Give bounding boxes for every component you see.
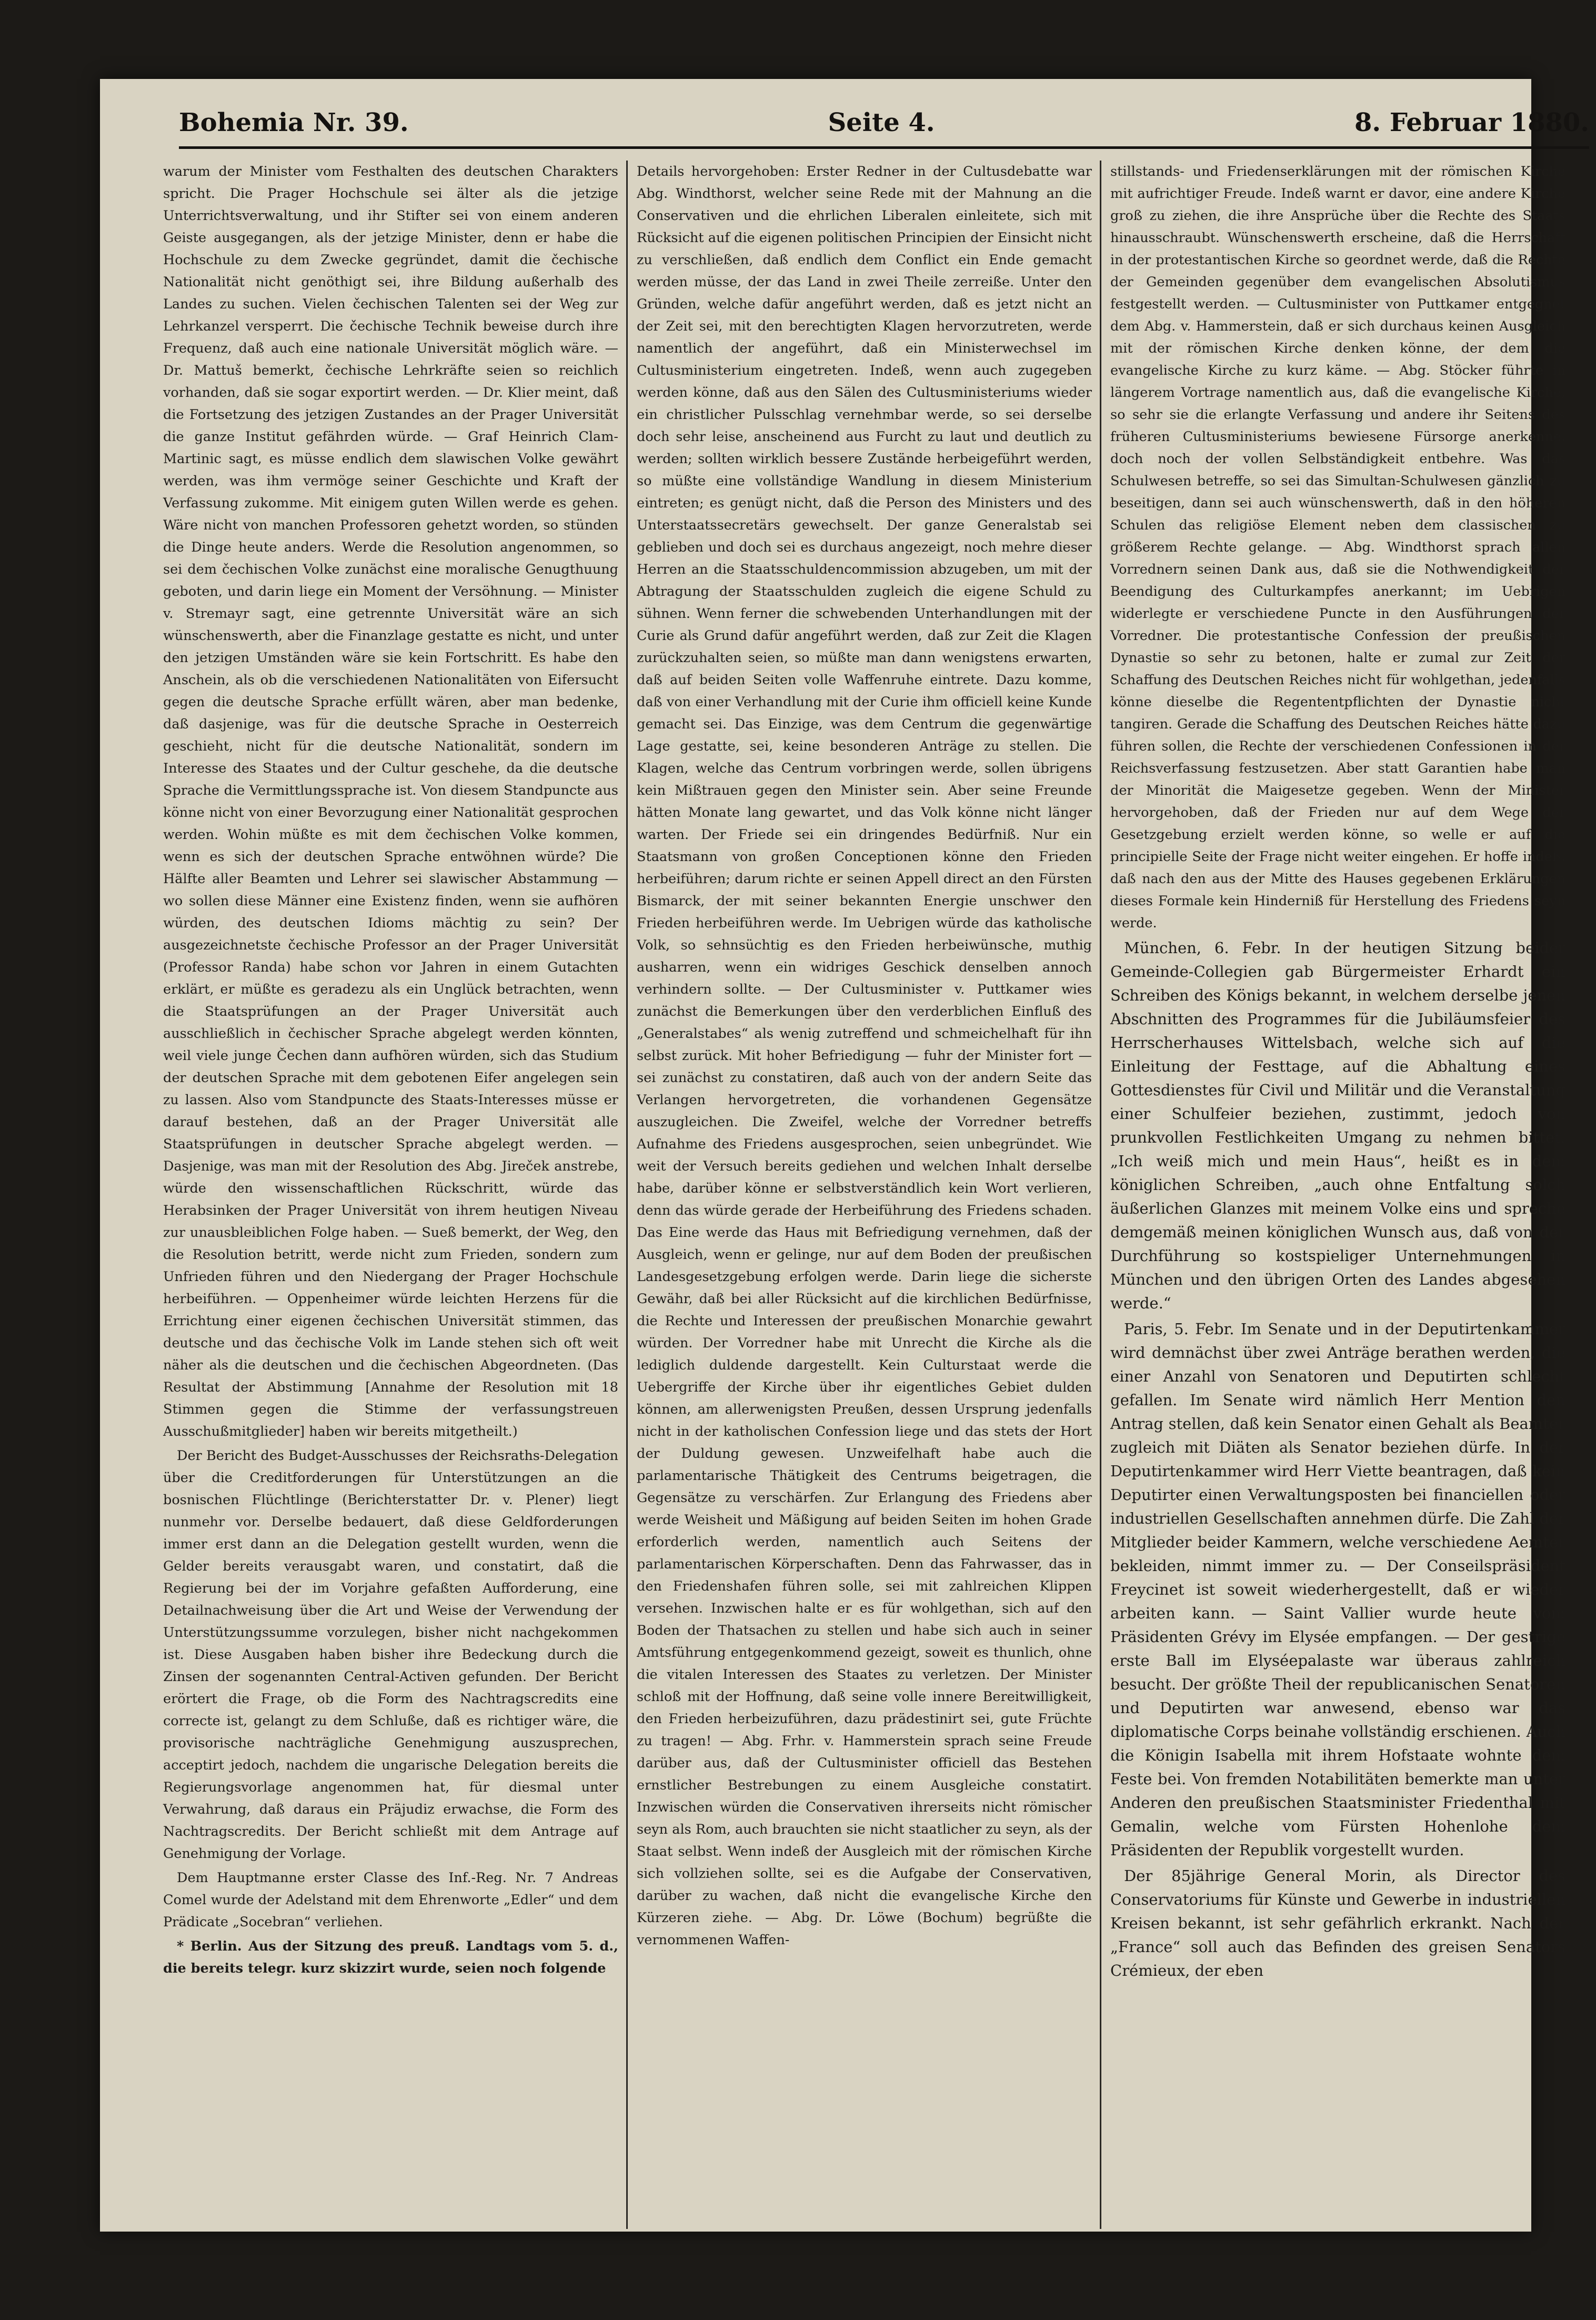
column-3 (1110, 161, 1565, 2229)
column-divider (1100, 161, 1101, 2229)
article-paragraph: Details hervorgehoben: Erster Redner in der Cultusdebatte war Abg. Windthorst, welcher seine Rede mit der Mahnung an die Conservativen und die ehrlichen Liberalen einleitete, sich mit Rücksicht auf die eigenen politischen Principien der Einsicht nicht zu verschließen, daß endlich dem Conflict ein Ende gemacht werden müsse, der das Land in zwei Theile zerreiße. Unter den Gründen, welche dafür angeführt werden, daß es jetzt nicht an der Zeit sei, mit den berechtigten Klagen hervorzutreten, werde namentlich der angeführt, daß ein Ministerwechsel im Cultusministerium eingetreten. Indeß, wenn auch zugegeben werden könne, daß aus den Sälen des Cultusministeriums wieder ein christlicher Pulsschlag vernehmbar werde, so sei derselbe doch sehr leise, anscheinend aus Furcht zu laut und deutlich zu werden; sollten wirklich bessere Zustände herbeigeführt werden, so müßte eine vollständige Wandlung in diesem Ministerium eintreten; es genügt nicht, daß die Person des Ministers und des Unterstaatssecretärs gewechselt. Der ganze Generalstab sei geblieben und doch sei es durchaus angezeigt, noch mehre dieser Herren an die Staatsschuldencommission abzugeben, um mit der Abtragung der Staatsschulden zugleich die eigene Schuld zu sühnen. Wenn ferner die schwebenden Unterhandlungen mit der Curie als Grund dafür angeführt werden, daß zur Zeit die Klagen zurückzuhalten seien, so müßte man dann wenigstens erwarten, daß auf beiden Seiten volle Waffenruhe eintrete. Dazu komme, daß von einer Verhandlung mit der Curie ihm officiell keine Kunde gemacht sei. Das Einzige, was dem Centrum die gegenwärtige Lage gestatte, sei, keine besonderen Anträge zu stellen. Die Klagen, welche das Centrum vorbringen werde, sollen übrigens kein Mißtrauen gegen den Minister sein. Aber seine Freunde hätten Monate lang gewartet, und das Volk könne nicht länger warten. Der Friede sei ein dringendes Bedürfniß. Nur ein Staatsmann von großen Conceptionen könne den Frieden herbeiführen; darum richte er seinen Appell direct an den Fürsten Bismarck, der mit seiner bekannten Energie unschwer den Frieden herbeiführen werde. Im Uebrigen würde das katholische Volk, so sehnsüchtig es den Frieden herbeiwünsche, muthig ausharren, wenn ein widriges Geschick denselben annoch verhindern sollte. — Der Cultusminister v. Puttkamer wies zunächst die Bemerkungen über den verderblichen Einfluß des „Generalstabes“ als wenig zutreffend und schmeichelhaft für ihn selbst zurück. Mit hoher Befriedigung — fuhr der Minister fort — sei zunächst zu constatiren, daß auch von der andern Seite das Verlangen hervorgetreten, die vorhandenen Gegensätze auszugleichen. Die Zweifel, welche der Vorredner betreffs Aufnahme des Friedens ausgesprochen, seien unbegründet. Wie weit der Versuch bereits gediehen und welchen Inhalt derselbe habe, darüber könne er selbstverständlich kein Wort verlieren, denn das würde gerade der Herbeiführung des Friedens schaden. Das Eine werde das Haus mit Befriedigung vernehmen, daß der Ausgleich, wenn er gelinge, nur auf dem Boden der preußischen Landesgesetzgebung erfolgen werde. Darin liege die sicherste Gewähr, daß bei aller Rücksicht auf die kirchlichen Bedürfnisse, die Rechte und Interessen der preußischen Monarchie gewahrt würden. Der Vorredner habe mit Unrecht die Kirche als die lediglich duldende dargestellt. Kein Culturstaat werde die Uebergriffe der Kirche über ihr eigentliches Gebiet dulden können, am allerwenigsten Preußen, dessen Ursprung jedenfalls nicht in der katholischen Confession liege und das stets der Hort der Duldung gewesen. Unzweifelhaft habe auch die parlamentarische Thätigkeit des Centrums beigetragen, die Gegensätze zu verschärfen. Zur Erlangung des Friedens aber werde Weisheit und Mäßigung auf beiden Seiten im hohen Grade erforderlich werden, namentlich auch Seitens der parlamentarischen Körperschaften. Denn das Fahrwasser, das in den Friedenshafen führen solle, sei mit zahlreichen Klippen versehen. Inzwischen halte er es für wohlgethan, sich auf den Boden der Thatsachen zu stellen und habe sich auch in seiner Amtsführung entgegenkommend gezeigt, soweit es thunlich, ohne die vitalen Interessen des Staates zu verletzen. Der Minister schloß mit der Hoffnung, daß seine volle innere Bereitwilligkeit, den Frieden herbeizuführen, dazu prädestinirt sei, gute Früchte zu tragen! — Abg. Frhr. v. Hammerstein sprach seine Freude darüber aus, daß der Cultusminister officiell das Bestehen ernstlicher Bestrebungen zu einem Ausgleiche constatirt. Inzwischen würden die Conservativen ihrerseits nicht römischer seyn als Rom, auch brauchten sie nicht staatlicher zu seyn, als der Staat selbst. Wenn indeß der Ausgleich mit der römischen Kirche sich vollziehen sollte, sei es die Aufgabe der Conservativen, darüber zu wachen, daß nicht die evangelische Kirche den Kürzeren ziehe. — Abg. Dr. Löwe (Bochum) begrüßte die vernommenen Waffen- (637, 164, 1092, 1948)
article-paragraph: Dem Hauptmanne erster Classe des Inf.-Reg. Nr. 7 Andreas Comel wurde der Adelstand mit dem Ehrenworte „Edler“ und dem Prädicate „Socebran“ verliehen. (163, 1870, 618, 1930)
article-paragraph: München, 6. Febr. In der heutigen Sitzung beider Gemeinde-Collegien gab Bürgermeister Erhardt ein Schreiben des Königs bekannt, in welchem derselbe jenen Abschnitten des Programmes für die Jubiläumsfeier des Herrscherhauses Wittelsbach, welche sich auf die Einleitung der Festtage, auf die Abhaltung eines Gottesdienstes für Civil und Militär und die Veranstaltung einer Schulfeier beziehen, zustimmt, jedoch von prunkvollen Festlichkeiten Umgang zu nehmen bittet. „Ich weiß mich und mein Haus“, heißt es in dem königlichen Schreiben, „auch ohne Entfaltung solch äußerlichen Glanzes mit meinem Volke eins und spreche demgemäß meinen königlichen Wunsch aus, daß von der Durchführung so kostspieliger Unternehmungen in München und den übrigen Orten des Landes abgesehen werde.“ (1110, 939, 1565, 1312)
page-number: Seite 4. (828, 108, 935, 137)
article-paragraph: stillstands- und Friedenserklärungen mit der römischen Kirche mit aufrichtiger Freude. Indeß warnt er davor, eine andere Kirche groß zu ziehen, die ihre Ansprüche über die Rechte des Staats hinausschraubt. Wünschenswerth erscheine, daß die Herrschaft in der protestantischen Kirche so geordnet werde, daß die Rechte der Gemeinden gegenüber dem evangelischen Absolutismus festgestellt werden. — Cultusminister von Puttkamer entgegnet dem Abg. v. Hammerstein, daß er sich durchaus keinen Ausgleich mit der römischen Kirche denken könne, der dem die evangelische Kirche zu kurz käme. — Abg. Stöcker führte in längerem Vortrage namentlich aus, daß die evangelische Kirche, so sehr sie die erlangte Verfassung und andere ihr Seitens des früheren Cultusministeriums bewiesene Fürsorge anerkenne, doch noch der vollen Selbständigkeit entbehre. Was das Schulwesen betreffe, so sei das Simultan-Schulwesen gänzlich zu beseitigen, dann sei auch wünschenswerth, daß in den höheren Schulen das religiöse Element neben dem classischen zu größerem Rechte gelange. — Abg. Windthorst sprach allen Vorrednern seinen Dank aus, daß sie die Nothwendigkeit der Beendigung des Culturkampfes anerkannt; im Uebrigen widerlegte er verschiedene Puncte in den Ausführungen der Vorredner. Die protestantische Confession der preußischen Dynastie so sehr zu betonen, halte er zumal zur Zeit der Schaffung des Deutschen Reiches nicht für wohlgethan, jedenfalls könne dieselbe die Regententpflichten der Dynastie nicht tangiren. Gerade die Schaffung des Deutschen Reiches hätte dazu führen sollen, die Rechte der verschiedenen Confessionen in der Reichsverfassung festzusetzen. Aber statt Garantien habe man der Minorität die Maigesetze gegeben. Wenn der Minister hervorgehoben, daß der Frieden nur auf dem Wege der Gesetzgebung erzielt werden könne, so welle er auf die principielle Seite der Frage nicht weiter eingehen. Er hoffe indeß, daß nach den aus der Mitte des Hauses gegebenen Erklärungen dieses Formale kein Hinderniß für Herstellung des Friedens seyn werde. (1110, 164, 1565, 931)
article-paragraph: warum der Minister vom Festhalten des deutschen Charakters spricht. Die Prager Hochschule sei älter als die jetzige Unterrichtsverwaltung, und ihr Stifter sei von einem anderen Geiste ausgegangen, als der jetzige Minister, denn er habe die Hochschule zu dem Zwecke gegründet, damit die čechische Nationalität nicht genöthigt sei, ihre Bildung außerhalb des Landes zu suchen. Vielen čechischen Talenten sei der Weg zur Lehrkanzel versperrt. Die čechische Technik beweise durch ihre Frequenz, daß auch eine nationale Universität möglich wäre. — Dr. Mattuš bemerkt, čechische Lehrkräfte seien so reichlich vorhanden, daß sie sogar exportirt werden. — Dr. Klier meint, daß die Fortsetzung des jetzigen Zustandes an der Prager Universität die ganze Institut gefährden würde. — Graf Heinrich Clam-Martinic sagt, es müsse endlich dem slawischen Volke gewährt werden, was ihm vermöge seiner Geschichte und Kraft der Verfassung zukomme. Mit einigem guten Willen werde es gehen. Wäre nicht von manchen Professoren gehetzt worden, so stünden die Dinge heute anders. Werde die Resolution angenommen, so sei dem čechischen Volke zunächst eine moralische Genugthuung geboten, und darin liege ein Moment der Versöhnung. — Minister v. Stremayr sagt, eine getrennte Universität wäre an sich wünschenswerth, aber die Finanzlage gestatte es nicht, und unter den jetzigen Umständen wäre sie kein Fortschritt. Es habe den Anschein, als ob die verschiedenen Nationalitäten von Eifersucht gegen die deutsche Sprache erfüllt wären, aber man bedenke, daß dasjenige, was für die deutsche Sprache in Oesterreich geschieht, nicht für die deutsche Nationalität, sondern im Interesse des Staates und der Cultur geschehe, da die deutsche Sprache die Vermittlungssprache ist. Von diesem Standpuncte aus könne nicht von einer Bevorzugung einer Nationalität gesprochen werden. Wohin müßte es mit dem čechischen Volke kommen, wenn es sich der deutschen Sprache entwöhnen würde? Die Hälfte aller Beamten und Lehrer sei slawischer Abstammung — wo sollen diese Männer eine Existenz finden, wenn sie aufhören würden, des deutschen Idioms mächtig zu sein? Der ausgezeichnetste čechische Professor an der Prager Universität (Professor Randa) habe schon vor Jahren in einem Gutachten erklärt, er müßte es geradezu als ein Unglück betrachten, wenn die Staatsprüfungen an der Prager Universität auch ausschließlich in čechischer Sprache abgelegt werden könnten, weil viele junge Čechen dann aufhören würden, sich das Studium der deutschen Sprache mit dem gebotenen Eifer angelegen sein zu lassen. Also vom Standpuncte des Staats-Interesses müsse er darauf bestehen, daß an der Prager Universität alle Staatsprüfungen in deutscher Sprache abgelegt werden. — Dasjenige, was man mit der Resolution des Abg. Jireček anstrebe, würde den wissenschaftlichen Rückschritt, würde das Herabsinken der Prager Universität von ihrem heutigen Niveau zur unausbleiblichen Folge haben. — Sueß bemerkt, der Weg, den die Resolution betritt, werde nicht zum Frieden, sondern zum Unfrieden führen und den Niedergang der Prager Hochschule herbeiführen. — Oppenheimer würde leichten Herzens für die Errichtung einer eigenen čechischen Universität stimmen, das deutsche und das čechische Volk im Lande stehen sich oft weit näher als die deutschen und die čechischen Abgeordneten. (Das Resultat der Abstimmung [Annahme der Resolution mit 18 Stimmen gegen die Stimme der verfassungstreuen Ausschußmitglieder] haben wir bereits mitgetheilt.) (163, 164, 618, 1439)
column-1 (163, 161, 618, 2229)
article-paragraph: Der 85jährige General Morin, als Director des Conservatoriums für Künste und Gewerbe in industriellen Kreisen bekannt, ist sehr gefährlich erkrankt. Nach der „France“ soll auch das Befinden des greisen Senators Crémieux, der eben (1110, 1867, 1565, 1979)
header-rule (179, 146, 1589, 149)
masthead-issue: Bohemia Nr. 39. (179, 108, 409, 137)
issue-date: 8. Februar 1880. (1354, 108, 1589, 137)
page-header (179, 103, 1589, 142)
column-divider (626, 161, 628, 2229)
column-2 (637, 161, 1092, 2229)
newspaper-page (100, 79, 1589, 2232)
article-paragraph: Der Bericht des Budget-Ausschusses der Reichsraths-Delegation über die Creditforderungen für Unterstützungen an die bosnischen Flüchtlinge (Berichterstatter Dr. v. Plener) liegt nunmehr vor. Derselbe bedauert, daß diese Geldforderungen immer erst dann an die Delegation gestellt wurden, wenn die Gelder bereits verausgabt waren, und constatirt, daß die Regierung bei der im Vorjahre gefaßten Aufforderung, eine Detailnachweisung über die Art und Weise der Verwendung der Unterstützungssumme vorzulegen, bisher nicht nachgekommen ist. Diese Ausgaben haben bisher ihre Bedeckung durch die Zinsen der sogenannten Central-Activen gefunden. Der Bericht erörtert die Frage, ob die Form des Nachtragscredits eine correcte ist, gelangt zu dem Schluße, daß es richtiger wäre, die provisorische nachträgliche Genehmigung auszusprechen, acceptirt jedoch, nachdem die ungarische Delegation bereits die Regierungsvorlage angenommen hat, für diesmal unter Verwahrung, daß daraus ein Präjudiz erwachse, die Form des Nachtragscredits. Der Bericht schließt mit dem Antrage auf Genehmigung der Vorlage. (163, 1448, 618, 1862)
article-paragraph: Paris, 5. Febr. Im Senate und in der Deputirtenkammer wird demnächst über zwei Anträge berathen werden, die einer Anzahl von Senatoren und Deputirten schlecht gefallen. Im Senate wird nämlich Herr Mention den Antrag stellen, daß kein Senator einen Gehalt als Beamter zugleich mit Diäten als Senator beziehen dürfe. In der Deputirtenkammer wird Herr Viette beantragen, daß kein Deputirter einen Verwaltungsposten bei financiellen oder industriellen Gesellschaften annehmen dürfe. Die Zahl der Mitglieder beider Kammern, welche verschiedene Aemter bekleiden, nimmt immer zu. — Der Conseilspräsident Freycinet ist soweit wiederhergestellt, daß er wieder arbeiten kann. — Saint Vallier wurde heute vom Präsidenten Grévy im Elysée empfangen. — Der gestrige erste Ball im Elyséepalaste war überaus zahlreich besucht. Der größte Theil der republicanischen Senatoren und Deputirten war anwesend, ebenso war das diplomatische Corps beinahe vollständig erschienen. Auch die Königin Isabella mit ihrem Hofstaate wohnte dem Feste bei. Von fremden Notabilitäten bemerkte man unter Anderen den preußischen Staatsminister Friedenthal mit Gemalin, welche vom Fürsten Hohenlohe dem Präsidenten der Republik vorgestellt wurden. (1110, 1320, 1565, 1859)
article-paragraph: * Berlin. Aus der Sitzung des preuß. Landtags vom 5. d., die bereits telegr. kurz skizzirt wurde, seien noch folgende (163, 1938, 618, 1976)
